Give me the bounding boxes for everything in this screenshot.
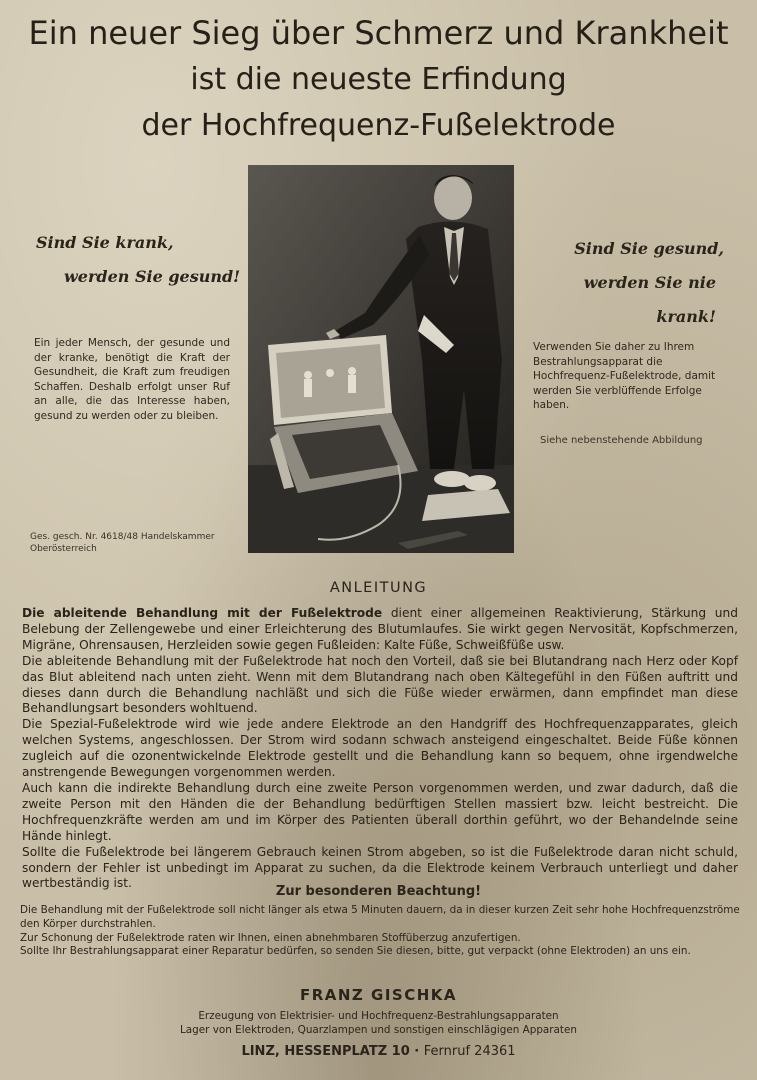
production-line-1: Erzeugung von Elektrisier- und Hochfrequenz-Bestrahlungsapparaten xyxy=(198,1010,559,1022)
headline-line-1: Ein neuer Sieg über Schmerz und Krankheit xyxy=(28,14,729,52)
product-photo xyxy=(248,165,514,553)
special-notice-title: Zur besonderen Beachtung! xyxy=(275,884,482,899)
headline-line-3: der Hochfrequenz-Fußelektrode xyxy=(141,108,616,143)
see-figure-note: Siehe nebenstehende Abbildung xyxy=(540,435,703,446)
slogan-left-line-1: Sind Sie krank, xyxy=(36,233,174,252)
special-notice-paragraph-3: Sollte Ihr Bestrahlungsapparat einer Reparatur bedürfen, so senden Sie diesen, bitte, gut verpackt (ohne Elektroden) an uns ein. xyxy=(20,945,691,958)
instructions-paragraph-5: Sollte die Fußelektrode bei längerem Gebrauch keinen Strom abgeben, so ist die Fußelektrode daran nicht schuld, sondern der Fehler ist unbedingt im Apparat zu suchen, da die Elektrode keinem Verbrauch unterliegt und daher wertbeständig ist. xyxy=(22,844,738,891)
headline-line-2: ist die neueste Erfindung xyxy=(190,62,567,97)
instructions-title: ANLEITUNG xyxy=(329,580,428,596)
production-line-2: Lager von Elektroden, Quarzlampen und sonstigen einschlägigen Apparaten xyxy=(180,1024,577,1036)
instructions-lead: Die ableitende Behandlung mit der Fußelektrode xyxy=(22,606,383,620)
company-address: LINZ, HESSENPLATZ 10 xyxy=(241,1044,410,1059)
slogan-right-line-1: Sind Sie gesund, xyxy=(574,239,724,258)
special-notice-body xyxy=(20,904,740,959)
slogan-right xyxy=(524,232,724,334)
instructions-paragraph-1-text: dient einer allgemeinen Reaktivierung, Stärkung und Belebung der Zellengewebe und einer Erleichterung des Blutumlaufes. Sie wirkt gegen Nervosität, Kopfschmerzen, Migräne, Ohrensausen, Herzleiden sowie gegen Fußleiden: Kalte Füße, Schweißfüße usw. xyxy=(22,606,738,652)
instructions-paragraph-2: Die ableitende Behandlung mit der Fußelektrode hat noch den Vorteil, daß sie bei Blutandrang nach Herz oder Kopf das Blut ableitend nach unten zieht. Wenn mit dem Blutandrang nach oben Kältegefühl in den Füßen auftritt und dieses dann durch die Behandlung nachläßt und sich die Füße wieder erwärmen, dann empfindet man diese Behandlungsart besonders wohltuend. xyxy=(22,653,738,716)
registration-note: Ges. gesch. Nr. 4618/48 Handelskammer Oberösterreich xyxy=(30,532,215,554)
right-intro-text: Verwenden Sie daher zu Ihrem Bestrahlungsapparat die Hochfrequenz-Fußelektrode, damit werden Sie verblüffende Erfolge haben. xyxy=(533,341,716,412)
instructions-body xyxy=(22,606,738,892)
slogan-left xyxy=(36,226,246,294)
special-notice-paragraph-2: Zur Schonung der Fußelektrode raten wir Ihnen, einen abnehmbaren Stoffüberzug anzufertigen. xyxy=(20,931,521,944)
instructions-paragraph-3: Die Spezial-Fußelektrode wird wie jede andere Elektrode an den Handgriff des Hochfrequenzapparates, gleich welchen Systems, angeschlossen. Der Strom wird sodann schwach ansteigend eingeschaltet. Beide Füße können zugleich auf die ozonentwickelnde Elektrode gestellt und die Behandlung kann so bequem, ohne irgendwelche anstrengende Bewegungen vorgenommen werden. xyxy=(22,717,738,780)
company-name: FRANZ GISCHKA xyxy=(299,986,458,1004)
address-separator: · xyxy=(414,1044,424,1059)
company-address-line xyxy=(0,1044,757,1059)
slogan-right-line-2: werden Sie nie krank! xyxy=(583,273,716,326)
left-intro-text: Ein jeder Mensch, der gesunde und der kranke, benötigt die Kraft der Gesundheit, die Kraft zum freudigen Schaffen. Deshalb erfolgt unser Ruf an alle, die das Interesse haben, gesund zu werden oder zu bleiben. xyxy=(34,337,230,422)
instructions-paragraph-1 xyxy=(22,606,738,654)
instructions-paragraph-4: Auch kann die indirekte Behandlung durch eine zweite Person vorgenommen werden, und zwar dadurch, daß die zweite Person mit den Händen die der Behandlung bedürftigen Stellen massiert bzw. leicht bestreicht. Die Hochfrequenzkräfte werden am und im Körper des Patienten überall dorthin geführt, wo der Behandelnde seine Hände hinlegt. xyxy=(22,780,738,843)
company-phone: Fernruf 24361 xyxy=(423,1044,516,1059)
slogan-left-line-2: werden Sie gesund! xyxy=(64,267,241,286)
special-notice-paragraph-1: Die Behandlung mit der Fußelektrode soll nicht länger als etwa 5 Minuten dauern, da in dieser kurzen Zeit sehr hohe Hochfrequenzströme den Körper durchstrahlen. xyxy=(20,904,740,930)
